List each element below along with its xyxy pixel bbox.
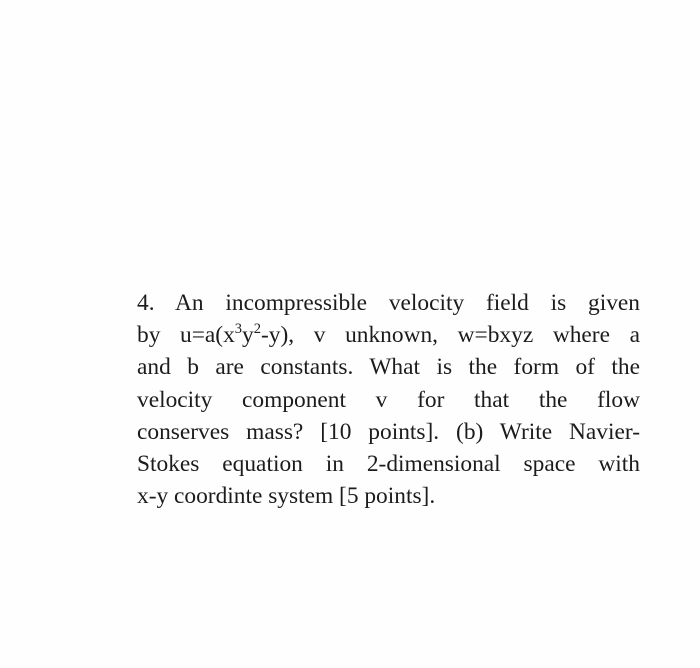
problem-line-7: x-y coordinte system [5 points]. (137, 483, 436, 510)
problem-line-1: 4. An incompressible velocity field is given (137, 290, 640, 316)
line-2-part-a: by u=a(x (137, 322, 235, 349)
problem-text (137, 287, 640, 512)
problem-line-5: conserves mass? [10 points]. (b) Write Navier- (137, 418, 640, 445)
line-2-part-c: -y), v unknown, w=bxyz where a (261, 322, 640, 349)
exponent-3: 3 (234, 321, 243, 338)
problem-line-3: and b are constants. What is the form of the (137, 354, 640, 381)
line-2-part-b: y (242, 322, 254, 349)
problem-line-2 (137, 319, 640, 351)
problem-line-6: Stokes equation in 2-dimensional space with (137, 451, 640, 478)
problem-line-4: velocity component v for that the flow (137, 386, 640, 413)
exponent-2: 2 (253, 321, 261, 338)
